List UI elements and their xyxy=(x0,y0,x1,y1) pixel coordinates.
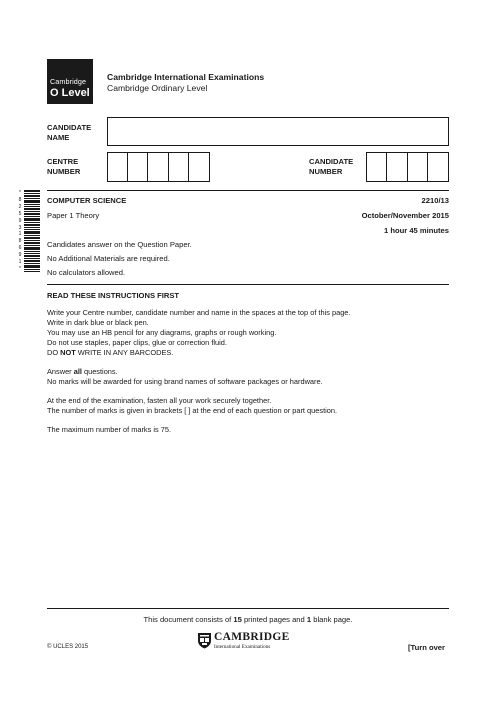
instruction-line: At the end of the examination, fasten all your work securely together. xyxy=(47,396,272,405)
turn-over-label: [Turn over xyxy=(408,643,445,652)
candidate-name-label xyxy=(47,123,91,143)
centre-number-cell[interactable] xyxy=(169,153,189,182)
subject-title: COMPUTER SCIENCE xyxy=(47,196,127,205)
barcode-digit: 6 xyxy=(18,245,22,252)
centre-number-label-line2: NUMBER xyxy=(47,167,81,176)
barcode-digit: 8 xyxy=(18,238,22,245)
barcode-icon xyxy=(24,190,40,272)
candidate-number-label xyxy=(309,157,353,177)
instructions-heading: READ THESE INSTRUCTIONS FIRST xyxy=(47,291,180,300)
note-materials: No Additional Materials are required. xyxy=(47,254,170,263)
centre-number-field[interactable] xyxy=(107,152,210,182)
instruction-line: The number of marks is given in brackets [ ] at the end of each question or part question. xyxy=(47,406,338,415)
answer-all: all xyxy=(73,367,82,376)
cambridge-wordmark: CAMBRIDGE xyxy=(214,631,290,643)
candidate-name-label-line1: CANDIDATE xyxy=(47,123,92,132)
instructions-block-3 xyxy=(47,396,337,416)
blank-pages: 1 xyxy=(306,615,312,624)
centre-number-cell[interactable] xyxy=(128,153,148,182)
barcode-digit: 2 xyxy=(18,203,22,210)
cambridge-o-level-logo xyxy=(47,59,93,104)
divider xyxy=(47,284,449,285)
exam-session: October/November 2015 xyxy=(361,211,449,220)
instruction-line: Write your Centre number, candidate number and name in the spaces at the top of this page. xyxy=(47,308,351,317)
instruction-line: No marks will be awarded for using brand names of software packages or hardware. xyxy=(47,377,323,386)
printed-pages: 15 xyxy=(233,615,242,624)
barcode-digit: 8 xyxy=(18,196,22,203)
exam-level: Cambridge Ordinary Level xyxy=(107,83,208,93)
not-word: NOT xyxy=(60,348,76,357)
instructions-block-1 xyxy=(47,308,350,358)
centre-number-label-line1: CENTRE xyxy=(47,157,79,166)
barcode-digit: * xyxy=(19,190,21,196)
page-count-post: blank page. xyxy=(311,615,353,624)
copyright: © UCLES 2015 xyxy=(47,644,89,650)
barcode-digit: 1 xyxy=(18,231,22,238)
candidate-number-cell[interactable] xyxy=(408,153,428,182)
note-question-paper: Candidates answer on the Question Paper. xyxy=(47,240,192,249)
do-word: DO xyxy=(47,348,61,357)
note-calculators: No calculators allowed. xyxy=(47,268,126,277)
barcode-digit: 5 xyxy=(18,210,22,217)
candidate-number-label-line2: NUMBER xyxy=(309,167,343,176)
instruction-line: Write in dark blue or black pen. xyxy=(47,318,149,327)
instructions-block-2 xyxy=(47,367,323,387)
cambridge-subtitle: International Examinations xyxy=(214,644,271,650)
barcode-digit: 9 xyxy=(18,217,22,224)
candidate-number-cell[interactable] xyxy=(367,153,387,182)
barcode-rest: WRITE IN ANY BARCODES. xyxy=(75,348,174,357)
instruction-line xyxy=(47,348,350,358)
logo-line2: O Level xyxy=(50,87,90,99)
instruction-line: You may use an HB pencil for any diagrams, graphs or rough working. xyxy=(47,328,277,337)
barcode-digit: * xyxy=(19,265,21,272)
answer-pre: Answer xyxy=(47,367,74,376)
logo-line1: Cambridge xyxy=(50,77,87,86)
cambridge-crest-icon xyxy=(197,632,212,649)
paper-name: Paper 1 Theory xyxy=(47,211,100,220)
candidate-number-cell[interactable] xyxy=(428,153,448,182)
candidate-name-field[interactable] xyxy=(107,117,449,146)
barcode-digit: 9 xyxy=(18,252,22,259)
exam-duration: 1 hour 45 minutes xyxy=(384,226,449,235)
page-count-note xyxy=(0,615,496,624)
candidate-number-label-line1: CANDIDATE xyxy=(309,157,354,166)
instruction-line: Do not use staples, paper clips, glue or correction fluid. xyxy=(47,338,227,347)
centre-number-cell[interactable] xyxy=(108,153,128,182)
divider xyxy=(47,190,449,191)
barcode-digit: 3 xyxy=(18,224,22,231)
page-count-mid: printed pages and xyxy=(241,615,307,624)
paper-code: 2210/13 xyxy=(421,196,449,205)
centre-number-cell[interactable] xyxy=(189,153,209,182)
page-count-pre: This document consists of xyxy=(143,615,234,624)
barcode-digit: 1 xyxy=(18,259,22,266)
centre-number-cell[interactable] xyxy=(148,153,168,182)
candidate-number-field[interactable] xyxy=(366,152,449,182)
divider xyxy=(47,608,449,609)
barcode-number xyxy=(16,190,24,273)
candidate-number-cell[interactable] xyxy=(387,153,407,182)
centre-number-label xyxy=(47,157,80,177)
exam-board: Cambridge International Examinations xyxy=(107,72,265,82)
max-marks: The maximum number of marks is 75. xyxy=(47,425,172,434)
candidate-name-label-line2: NAME xyxy=(47,133,70,142)
instruction-line xyxy=(47,367,323,377)
answer-post: questions. xyxy=(81,367,118,376)
